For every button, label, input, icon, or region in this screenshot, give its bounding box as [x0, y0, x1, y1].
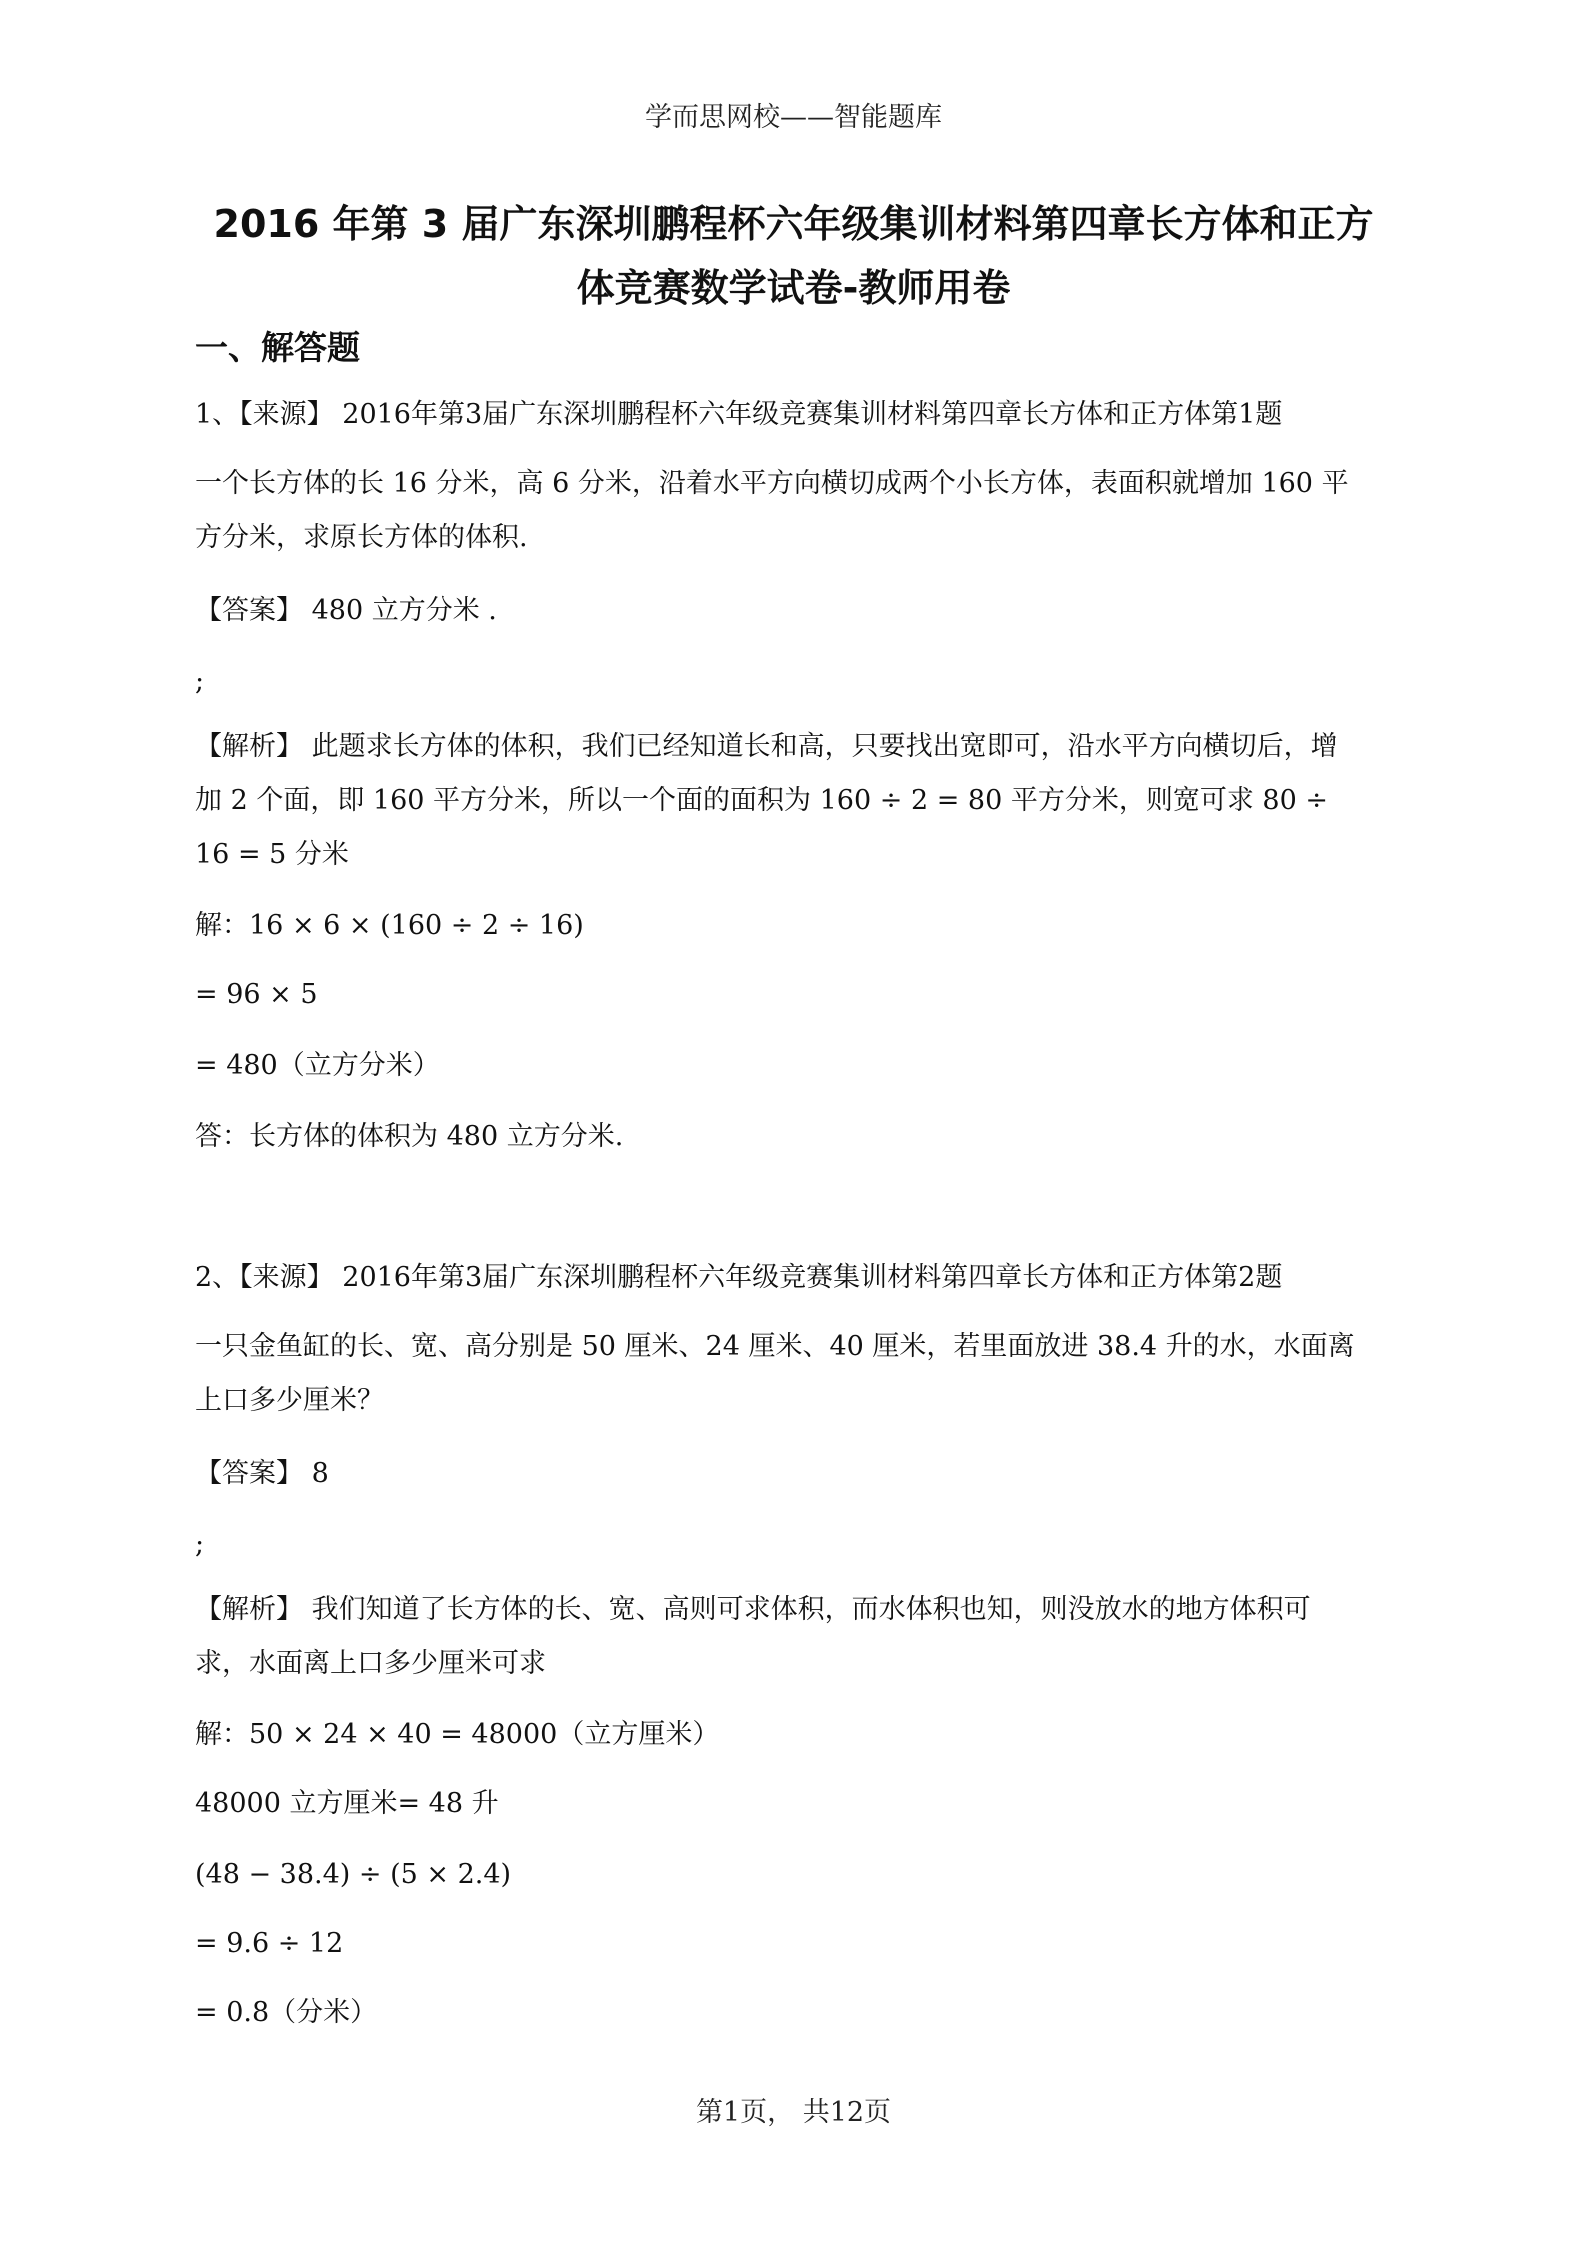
q2-source: 2、【来源】 2016年第3届广东深圳鹏程杯六年级竞赛集训材料第四章长方体和正方体第2题 [195, 1262, 1283, 1293]
q2-answer: 【答案】 8 [195, 1458, 329, 1489]
q2-question-line-2: 上口多少厘米？ [195, 1385, 384, 1416]
q1-analysis-line-1: 【解析】 此题求长方体的体积，我们已经知道长和高，只要找出宽即可，沿水平方向横切后，增 [195, 731, 1338, 762]
section-heading: 一、解答题 [195, 328, 360, 367]
q2-solution-line-3: (48 − 38.4) ÷ (5 × 2.4) [195, 1859, 512, 1890]
site-header: 学而思网校——智能题库 [645, 102, 942, 133]
q1-answer: 【答案】 480 立方分米 . [195, 595, 497, 626]
page-footer: 第1页， 共12页 [695, 2097, 892, 2128]
q2-analysis-line-1: 【解析】 我们知道了长方体的长、宽、高则可求体积，而水体积也知，则没放水的地方体积可 [195, 1594, 1311, 1625]
q1-separator: ; [195, 666, 205, 697]
q2-question-line-1: 一只金鱼缸的长、宽、高分别是 50 厘米、24 厘米、40 厘米，若里面放进 38.4 升的水，水面离 [195, 1331, 1355, 1362]
q1-solution-line-1: 解：16 × 6 × (160 ÷ 2 ÷ 16) [195, 910, 584, 941]
q1-solution-line-3: = 480（立方分米） [195, 1050, 440, 1081]
q1-source: 1、【来源】 2016年第3届广东深圳鹏程杯六年级竞赛集训材料第四章长方体和正方体第1题 [195, 399, 1283, 430]
q1-analysis-line-3: 16 = 5 分米 [195, 839, 349, 870]
title-line-2: 体竞赛数学试卷-教师用卷 [576, 266, 1011, 310]
q1-analysis-line-2: 加 2 个面，即 160 平方分米，所以一个面的面积为 160 ÷ 2 = 80 平方分米，则宽可求 80 ÷ [195, 785, 1328, 816]
q1-conclusion: 答：长方体的体积为 480 立方分米. [195, 1121, 624, 1152]
q2-solution-line-2: 48000 立方厘米= 48 升 [195, 1788, 499, 1819]
q2-analysis-line-2: 求，水面离上口多少厘米可求 [195, 1648, 546, 1679]
q2-solution-line-4: = 9.6 ÷ 12 [195, 1928, 344, 1959]
q2-separator: ; [195, 1529, 205, 1560]
q2-solution-line-1: 解：50 × 24 × 40 = 48000（立方厘米） [195, 1719, 720, 1750]
q1-question-line-1: 一个长方体的长 16 分米，高 6 分米，沿着水平方向横切成两个小长方体，表面积就增加 160 平 [195, 468, 1349, 499]
page-title [160, 192, 1427, 320]
q2-solution-line-5: = 0.8（分米） [195, 1997, 378, 2028]
q1-question-line-2: 方分米，求原长方体的体积. [195, 522, 528, 553]
q1-solution-line-2: = 96 × 5 [195, 979, 318, 1010]
title-line-1: 2016 年第 3 届广东深圳鹏程杯六年级集训材料第四章长方体和正方 [213, 202, 1374, 246]
